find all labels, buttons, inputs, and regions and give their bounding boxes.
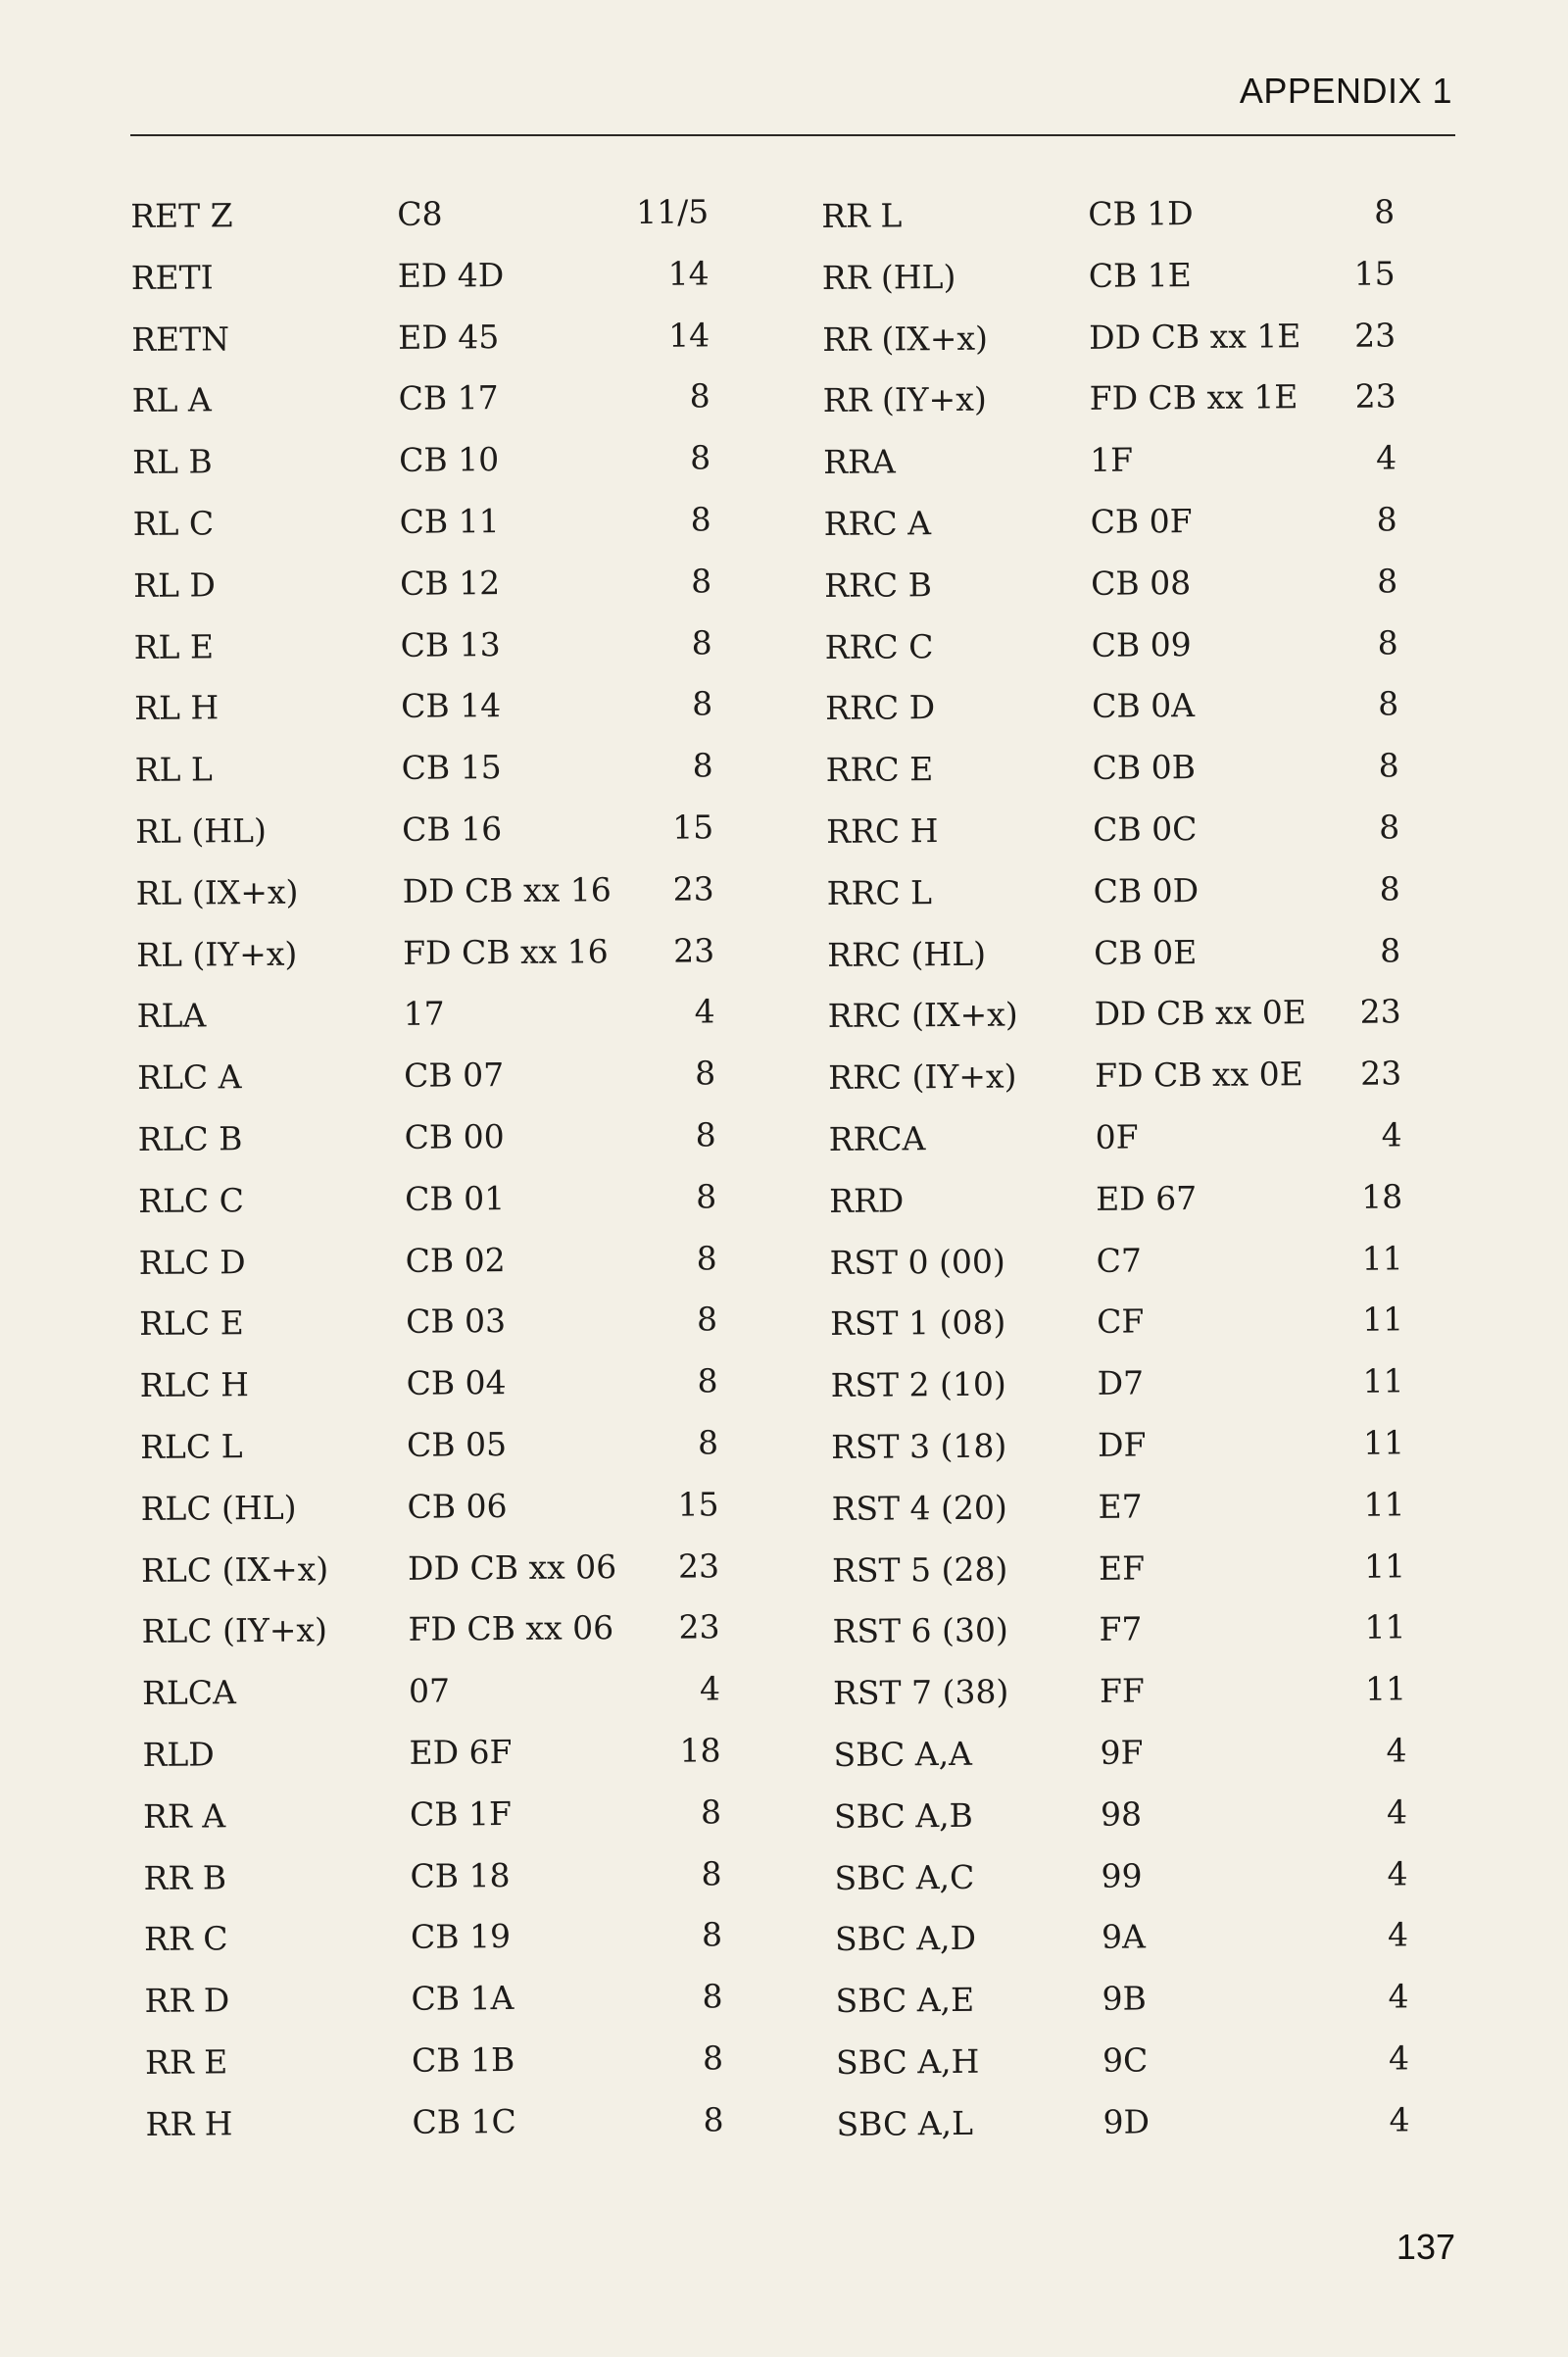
instruction-row [821,181,1421,248]
instruction-mnemonic: RLC H [139,1365,250,1405]
instruction-opcode: 9F [1100,1733,1144,1772]
instruction-row [132,427,750,494]
instruction-opcode: 9B [1102,1979,1147,2018]
instruction-cycles: 11 [1364,1607,1406,1647]
instruction-mnemonic: RR B [143,1857,227,1897]
instruction-opcode: 0F [1095,1117,1139,1156]
instruction-row [829,1228,1429,1295]
instruction-row [827,920,1427,987]
instruction-opcode: CB 17 [398,378,499,418]
instruction-row [825,735,1425,802]
page-number: 137 [1396,2227,1455,2267]
instruction-mnemonic: SBC A,H [835,2041,980,2082]
instruction-mnemonic: RRA [823,442,896,482]
instruction-row [130,243,748,310]
instruction-cycles: 23 [1359,992,1401,1032]
instruction-opcode: 1F [1090,440,1134,480]
page-header-title: APPENDIX 1 [1239,71,1452,111]
instruction-cycles: 4 [1388,2038,1410,2078]
instruction-row [836,2028,1436,2094]
instruction-row [139,1289,757,1355]
instruction-row [144,1966,761,2033]
instruction-mnemonic: RL D [133,565,217,605]
instruction-row [140,1412,758,1479]
instruction-cycles: 8 [700,1792,722,1832]
instruction-row [131,305,749,371]
instruction-opcode: CB 1E [1088,255,1192,295]
instruction-mnemonic: RRC H [826,811,939,851]
instruction-row [131,366,749,432]
instruction-mnemonic: RR H [145,2103,233,2143]
instruction-mnemonic: RRC B [824,565,933,605]
instruction-opcode: C7 [1096,1241,1143,1280]
instruction-mnemonic: RLC D [138,1242,246,1282]
instruction-cycles: 4 [1387,1853,1408,1893]
instruction-mnemonic: RR (HL) [821,257,956,297]
instruction-cycles: 8 [1378,746,1399,785]
instruction-cycles: 4 [1386,1792,1408,1832]
instruction-opcode: CB 15 [401,748,502,788]
instruction-cycles: 4 [1376,438,1397,477]
instruction-cycles: 11 [1363,1546,1406,1586]
instruction-row [821,243,1421,310]
instruction-cycles: 4 [699,1669,721,1708]
instruction-cycles: 8 [690,500,711,539]
instruction-mnemonic: RL A [131,380,212,420]
instruction-mnemonic: RST 4 (20) [831,1488,1007,1528]
instruction-mnemonic: RL E [133,626,215,666]
instruction-row [830,1350,1430,1417]
instruction-mnemonic: RRC C [824,626,934,666]
instruction-row [134,673,752,740]
instruction-row [826,797,1426,863]
instruction-row [142,1658,760,1725]
instruction-cycles: 8 [696,1300,718,1339]
instruction-row [832,1536,1432,1602]
instruction-cycles: 8 [689,376,710,416]
instruction-mnemonic: RRC E [825,750,934,790]
instruction-cycles: 23 [678,1607,720,1646]
instruction-cycles: 23 [1354,376,1396,417]
instruction-opcode: CB 11 [399,502,500,541]
instruction-mnemonic: RETI [130,258,214,297]
instruction-opcode: CB 0A [1092,686,1196,726]
instruction-cycles: 8 [694,1054,716,1093]
instruction-row [134,735,752,802]
instruction-mnemonic: RLCA [141,1673,237,1713]
instruction-mnemonic: RRC L [826,872,933,912]
instruction-row [826,859,1426,925]
instruction-cycles: 8 [1374,192,1396,231]
instruction-mnemonic: RLD [142,1735,215,1774]
instruction-mnemonic: RR E [144,2042,228,2082]
instruction-opcode: E7 [1098,1487,1143,1526]
instruction-row [827,982,1427,1049]
instruction-cycles: 8 [702,2038,724,2078]
instruction-opcode: CB 18 [410,1855,511,1895]
instruction-opcode: CB 0D [1093,870,1200,910]
instruction-row [132,489,750,556]
instruction-opcode: CB 14 [401,686,502,726]
instruction-opcode: DD CB xx 1E [1089,316,1301,357]
instruction-opcode: CF [1096,1301,1145,1342]
instruction-mnemonic: RRC D [825,688,936,728]
instruction-cycles: 8 [695,1177,717,1216]
instruction-mnemonic: RRCA [828,1119,926,1158]
instruction-cycles: 14 [668,315,710,355]
instruction-cycles: 8 [1378,684,1399,723]
instruction-mnemonic: RRD [828,1181,905,1220]
instruction-row [140,1474,758,1541]
instruction-row [138,1166,756,1233]
instruction-opcode: DD CB xx 06 [407,1547,617,1588]
instruction-mnemonic: RL L [134,750,214,790]
instruction-mnemonic: RLC B [137,1119,243,1158]
instruction-opcode: CB 1C [412,2101,516,2141]
instruction-row [828,1043,1428,1109]
instruction-row [143,1843,760,1910]
instruction-cycles: 8 [1377,562,1398,601]
instruction-cycles: 15 [1353,254,1396,293]
instruction-opcode: CB 1A [411,1979,514,2018]
instruction-row [831,1474,1431,1541]
instruction-opcode: CB 09 [1091,624,1192,664]
instruction-opcode: CB 03 [405,1301,507,1342]
instruction-cycles: 4 [1387,1915,1409,1954]
instruction-cycles: 14 [667,254,710,293]
instruction-cycles: 8 [1379,930,1401,970]
instruction-opcode: CB 1B [411,2039,515,2080]
instruction-mnemonic: RLA [136,996,207,1036]
instruction-row [145,2028,762,2094]
instruction-row [136,981,754,1048]
instruction-opcode: FD CB xx 06 [408,1608,614,1649]
instruction-mnemonic: SBC A,B [833,1795,973,1836]
instruction-opcode: 99 [1101,1855,1143,1895]
instruction-cycles: 15 [677,1485,719,1524]
instruction-cycles: 8 [692,684,713,723]
instruction-opcode: ED 4D [397,255,505,295]
instruction-mnemonic: RET Z [130,196,233,235]
instruction-mnemonic: SBC A,C [834,1857,975,1897]
instruction-opcode: DF [1097,1425,1147,1464]
instruction-cycles: 8 [695,1115,716,1154]
instruction-mnemonic: RST 3 (18) [830,1426,1007,1466]
instruction-row [130,181,748,248]
instruction-row [834,1782,1434,1848]
instruction-opcode: ED 45 [398,317,500,357]
instruction-row [144,1904,761,1971]
instruction-opcode: FD CB xx 16 [402,931,609,972]
instruction-opcode: D7 [1097,1363,1145,1402]
instruction-row [823,489,1423,556]
instruction-mnemonic: RRC (HL) [827,934,987,974]
instruction-opcode: C8 [397,194,443,233]
instruction-cycles: 4 [694,992,715,1031]
instruction-cycles: 8 [702,1977,723,2016]
instruction-mnemonic: RLC (IX+x) [140,1548,329,1590]
instruction-cycles: 4 [1381,1115,1402,1154]
instruction-mnemonic: RRC (IY+x) [827,1056,1017,1098]
instruction-cycles: 8 [692,746,713,785]
instruction-row [142,1720,760,1787]
instruction-row [143,1782,760,1848]
instruction-row [833,1658,1433,1725]
instruction-row [133,613,751,679]
instruction-mnemonic: RRC A [823,504,932,543]
instruction-opcode: CB 12 [400,563,501,603]
instruction-opcode: CB 0B [1092,748,1197,788]
instruction-mnemonic: RR D [144,1981,230,2021]
instruction-opcode: ED 67 [1095,1178,1198,1218]
instruction-row [822,367,1422,433]
instruction-row [836,2089,1436,2156]
instruction-cycles: 18 [1360,1177,1403,1216]
instruction-mnemonic: RLC L [139,1427,243,1466]
left-opcode-column [130,181,763,2155]
instruction-row [138,1228,756,1295]
instruction-opcode: EF [1098,1547,1146,1588]
instruction-row [135,797,753,863]
instruction-cycles: 8 [1377,622,1398,663]
instruction-opcode: CB 08 [1091,563,1192,603]
instruction-opcode: DD CB xx 0E [1094,993,1306,1034]
instruction-mnemonic: RST 6 (30) [832,1610,1008,1651]
instruction-opcode: 17 [403,994,445,1034]
instruction-opcode: CB 19 [410,1917,512,1957]
instruction-cycles: 11 [1362,1423,1405,1462]
instruction-mnemonic: RST 7 (38) [832,1672,1009,1713]
instruction-opcode: 9D [1102,2102,1151,2141]
instruction-opcode: CB 1F [409,1793,513,1834]
instruction-mnemonic: RR A [142,1796,226,1836]
instruction-row [835,1904,1435,1971]
instruction-row [832,1596,1432,1663]
instruction-cycles: 8 [697,1361,718,1400]
instruction-row [823,427,1423,494]
instruction-row [834,1843,1434,1910]
instruction-cycles: 8 [701,1915,723,1954]
instruction-mnemonic: RL B [132,442,213,482]
instruction-row [824,551,1424,617]
instruction-cycles: 4 [1388,1977,1409,2016]
instruction-row [830,1290,1430,1356]
instruction-cycles: 23 [677,1546,720,1586]
instruction-row [829,1166,1429,1233]
instruction-opcode: CB 0F [1090,502,1193,541]
instruction-mnemonic: RLC C [137,1180,245,1220]
instruction-mnemonic: RST 1 (08) [829,1302,1006,1344]
instruction-row [136,920,754,987]
instruction-row [137,1105,755,1171]
instruction-cycles: 23 [672,930,715,970]
instruction-opcode: 98 [1100,1794,1143,1834]
instruction-cycles: 11/5 [635,192,710,231]
instruction-mnemonic: RST 0 (00) [829,1242,1005,1282]
instruction-cycles: 8 [1379,869,1400,908]
instruction-mnemonic: RST 5 (28) [831,1549,1008,1590]
instruction-row [824,613,1424,679]
instruction-mnemonic: RLC (HL) [140,1488,297,1528]
instruction-mnemonic: SBC A,D [834,1919,977,1959]
instruction-opcode: CB 13 [400,624,501,664]
header-rule [130,134,1455,136]
instruction-mnemonic: RL (IX+x) [135,872,299,912]
instruction-cycles: 8 [690,438,711,477]
instruction-mnemonic: RST 2 (10) [830,1364,1006,1405]
instruction-cycles: 8 [703,2100,724,2139]
instruction-cycles: 8 [696,1238,717,1278]
instruction-cycles: 11 [1361,1300,1404,1340]
instruction-row [822,305,1422,371]
instruction-opcode: CB 16 [402,810,503,849]
instruction-row [139,1350,757,1417]
instruction-opcode: DD CB xx 16 [402,869,612,910]
instruction-row [133,551,751,617]
instruction-cycles: 8 [1376,500,1397,539]
instruction-opcode: CB 01 [404,1178,506,1218]
instruction-cycles: 8 [691,622,712,663]
instruction-mnemonic: RL C [132,504,215,543]
instruction-cycles: 4 [1386,1731,1407,1770]
instruction-cycles: 11 [1361,1238,1403,1278]
instruction-row [141,1536,759,1602]
instruction-cycles: 8 [701,1853,722,1892]
instruction-mnemonic: SBC A,A [833,1734,973,1774]
instruction-opcode: CB 1D [1088,194,1194,233]
instruction-opcode: CB 07 [403,1056,505,1095]
instruction-row [135,859,753,925]
instruction-opcode: CB 0E [1093,932,1198,972]
instruction-cycles: 23 [672,869,714,908]
instruction-cycles: 11 [1363,1485,1405,1524]
instruction-row [835,1966,1435,2033]
instruction-cycles: 18 [679,1731,721,1770]
instruction-mnemonic: RR C [143,1919,228,1959]
instruction-cycles: 15 [672,808,714,847]
instruction-cycles: 23 [1354,315,1396,355]
instruction-cycles: 11 [1362,1361,1404,1400]
instruction-row [833,1720,1433,1787]
instruction-row [828,1105,1428,1171]
instruction-opcode: CB 06 [407,1486,508,1526]
instruction-opcode: CB 10 [399,440,500,480]
instruction-row [825,674,1425,741]
instruction-opcode: CB 05 [406,1424,508,1464]
instruction-opcode: CB 0C [1093,809,1198,849]
instruction-mnemonic: SBC A,L [836,2103,974,2143]
instruction-row [141,1596,759,1663]
instruction-mnemonic: RRC (IX+x) [827,995,1018,1036]
instruction-opcode: ED 6F [409,1732,513,1772]
instruction-cycles: 8 [697,1423,719,1462]
instruction-mnemonic: RL (HL) [135,810,268,851]
instruction-row [145,2089,762,2156]
instruction-mnemonic: SBC A,E [835,1980,975,2021]
instruction-cycles: 8 [1379,808,1400,847]
instruction-row [137,1043,755,1109]
instruction-mnemonic: RL (IY+x) [136,934,298,974]
instruction-opcode: F7 [1099,1609,1143,1649]
instruction-mnemonic: RLC A [136,1057,242,1098]
instruction-mnemonic: RR (IY+x) [822,380,987,420]
instruction-opcode: CB 04 [406,1363,507,1402]
instruction-cycles: 4 [1389,2100,1410,2139]
instruction-mnemonic: RLC E [138,1303,244,1344]
instruction-opcode: 9C [1102,2040,1149,2080]
instruction-opcode: 9A [1101,1917,1147,1957]
instruction-mnemonic: RETN [131,319,230,359]
instruction-opcode: CB 02 [405,1240,506,1280]
instruction-opcode: FF [1099,1671,1146,1710]
instruction-opcode: FD CB xx 1E [1089,377,1298,418]
instruction-opcode: FD CB xx 0E [1094,1055,1303,1095]
instruction-mnemonic: RR (IX+x) [822,319,989,359]
instruction-mnemonic: RL H [134,688,220,728]
instruction-mnemonic: RLC (IY+x) [141,1610,328,1651]
instruction-cycles: 8 [691,562,712,601]
instruction-mnemonic: RR L [821,196,903,235]
instruction-cycles: 23 [1359,1054,1402,1093]
instruction-opcode: 07 [408,1671,451,1710]
instruction-opcode: CB 00 [404,1116,505,1156]
instruction-cycles: 11 [1364,1669,1407,1708]
right-opcode-column [821,181,1437,2155]
instruction-row [831,1412,1431,1479]
